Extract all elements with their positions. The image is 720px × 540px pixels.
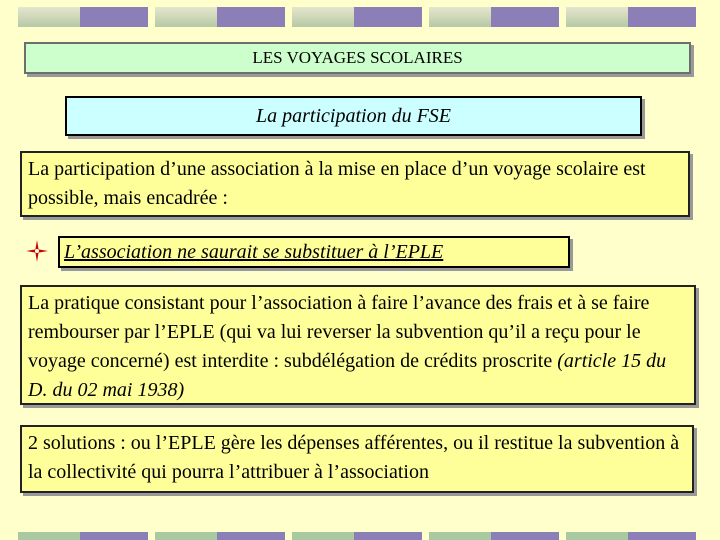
star-bullet-icon: [26, 240, 48, 262]
practice-text: La pratique consistant pour l’association à faire l’avance des frais et à se faire rembourser par l’EPLE (qui va lui reverser la subvention qu’il a reçu pour le voyage concerné) est interdite : subdélégation de crédits proscrite: [28, 292, 650, 372]
legal-reference: (article 15 du D. du 02 mai 1938): [28, 350, 667, 401]
slide-subtitle: La participation du FSE: [65, 96, 642, 136]
highlight-statement: L’association ne saurait se substituer à l’EPLE: [58, 236, 570, 268]
slide-title: LES VOYAGES SCOLAIRES: [24, 42, 691, 74]
solutions-paragraph: 2 solutions : ou l’EPLE gère les dépenses afférentes, ou il restitue la subvention à la collectivité qui pourra l’attribuer à l’association: [20, 425, 694, 493]
top-decorative-bar: [0, 7, 720, 27]
bottom-decorative-bar: [0, 532, 720, 540]
intro-paragraph: La participation d’une association à la mise en place d’un voyage scolaire est possible, mais encadrée :: [20, 151, 690, 217]
practice-paragraph: [20, 285, 696, 405]
